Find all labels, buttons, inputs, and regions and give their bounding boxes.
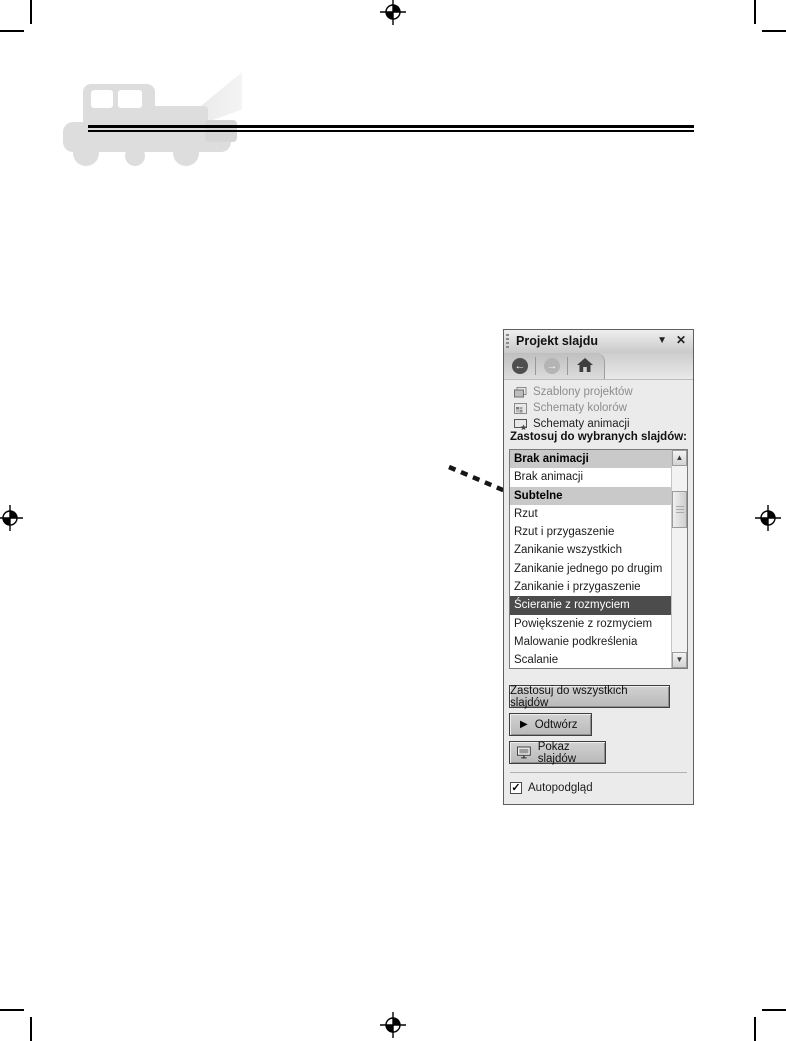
registration-mark [380,0,406,25]
scroll-down-icon: ▼ [675,655,684,664]
back-button[interactable] [512,358,528,374]
slide-design-task-pane [503,329,694,805]
back-arrow-icon: ← [514,360,526,372]
scroll-down-button[interactable] [672,652,687,668]
registration-mark [380,1012,406,1038]
animation-list-item[interactable]: Brak animacji [514,471,584,484]
separator [510,772,687,773]
animation-list-item[interactable]: Powiększenie z rozmyciem [514,617,653,630]
task-pane-title-bar [504,330,693,354]
checkmark-icon: ✓ [511,781,521,794]
crop-mark [762,30,786,32]
registration-mark [755,505,781,531]
animation-list-item-selected[interactable]: Ścieranie z rozmyciem [510,596,672,614]
play-button[interactable] [509,713,592,736]
animation-scheme-list [509,449,688,669]
link-label: Szablony projektów [533,386,633,398]
scrollbar-thumb[interactable] [672,491,687,528]
link-animation-schemes[interactable] [514,416,630,432]
animation-list-item[interactable]: Zanikanie i przygaszenie [514,581,641,594]
chevron-down-icon[interactable]: ▼ [657,335,667,346]
home-icon[interactable] [576,357,594,374]
header-rule-thin [88,130,694,132]
play-icon: ▶ [520,719,528,730]
link-design-templates[interactable] [514,384,633,400]
forward-button[interactable] [544,358,560,374]
animation-list-item[interactable]: Rzut [514,507,538,520]
color-schemes-icon [514,403,527,414]
scroll-up-button[interactable] [672,450,687,466]
design-templates-icon [514,387,527,398]
slide-show-button-label: Pokaz slajdów [537,740,577,765]
crop-mark [30,0,32,24]
crop-mark [0,30,24,32]
slide-show-icon [517,746,531,759]
animation-list-item[interactable]: Zanikanie wszystkich [514,544,623,557]
section-label: Zastosuj do wybranych slajdów: [510,431,688,443]
link-color-schemes[interactable] [514,400,627,416]
play-button-label: Odtwórz [534,718,578,731]
forward-arrow-icon: → [546,360,558,372]
autopreview-label: Autopodgląd [528,781,593,794]
header-rule-thick [88,125,694,128]
link-label: Schematy animacji [533,418,630,430]
animation-list-item[interactable]: Rzut i przygaszenie [514,526,615,539]
toolbar-separator [567,357,568,375]
apply-button-label: Zastosuj do wszystkich slajdów [510,684,628,709]
vertical-scrollbar[interactable] [671,450,687,668]
link-label: Schematy kolorów [533,402,627,414]
apply-to-all-slides-button[interactable] [509,685,670,708]
animation-list-item[interactable]: Malowanie podkreślenia [514,635,638,648]
drag-handle[interactable] [506,334,509,349]
crop-mark [30,1017,32,1041]
vintage-car-graphic [55,78,255,168]
scroll-up-icon: ▲ [675,453,684,462]
task-pane-toolbar [504,353,693,380]
animation-schemes-icon [514,419,527,430]
crop-mark [754,1017,756,1041]
slide-show-button[interactable] [509,741,606,764]
animation-group-header: Subtelne [510,487,672,505]
animation-group-header: Brak animacji [510,450,672,468]
toolbar-separator [535,357,536,375]
scrollbar-grip [676,506,684,514]
registration-mark [0,505,23,531]
crop-mark [762,1009,786,1011]
autopreview-checkbox[interactable] [510,782,522,794]
animation-list-item[interactable]: Scalanie [514,654,559,667]
task-pane-title: Projekt slajdu [516,334,598,348]
autopreview-option[interactable] [510,780,593,795]
close-icon[interactable]: ✕ [675,333,686,347]
crop-mark [0,1009,24,1011]
animation-list-item[interactable]: Zanikanie jednego po drugim [514,562,663,575]
crop-mark [754,0,756,24]
